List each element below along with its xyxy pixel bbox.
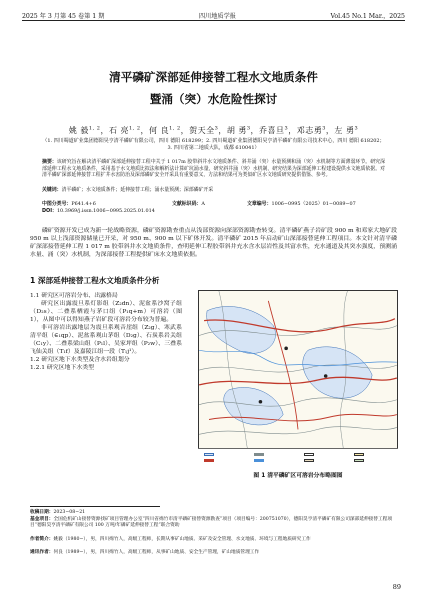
footnote-rule (30, 506, 160, 507)
author-name: 姚 毅 (68, 126, 89, 135)
subheading-1-2: 1.2 研究区地下水类型及含水岩组划分 (30, 357, 130, 363)
abstract-label: 摘要： (42, 159, 57, 165)
legend-swatch-formation (254, 453, 264, 456)
affiliations: （1. 四川蜀道矿业集团德阳昊亨清平磷矿有限公司，四川 德阳 618299；2. 四川蜀道矿业集团德阳昊亨清平磷矿有限公司技术中心，四川 德阳 618202；3. 四川省第二地质大队，成都 610041） (42, 138, 385, 151)
footnote-author (30, 537, 397, 543)
paragraph-soluble-rock: 研究区出露震旦系灯影组（Z₂dn）、泥盆系沙窝子组（D₂s）、二叠系栖霞与茅口组（P₁q+m）可溶岩（图 1），从图中可以得知燕子岩矿段可溶岩分布较为普遍。 (30, 301, 182, 323)
doi-label: DOI： (42, 208, 57, 214)
legend-swatch-6 (304, 459, 314, 462)
fund-label: 基金项目： (30, 517, 54, 522)
abstract (42, 159, 385, 179)
author-affiliation-marker: 1, 2 (88, 125, 101, 132)
footnote-fund (30, 517, 397, 530)
corresponding-text: 何良（1989−），男，四川绵竹人，高级工程师，从事矿山地质、安全生产管理，矿山地质管理工作 (53, 550, 260, 555)
author-bio-label: 作者简介： (30, 537, 54, 542)
paper-title-line-1: 清平磷矿深部延伸接替工程水文地质条件 (109, 70, 318, 84)
author-name: 左 勇 (334, 126, 355, 135)
mine-point-3 (259, 400, 263, 404)
author-affiliation-marker: 3 (322, 125, 326, 132)
section-heading-1: 1 深部延伸接替工程水文地质条件分析 (30, 276, 160, 285)
legend-swatch-8 (354, 459, 364, 462)
author-affiliation-marker: 3 (214, 125, 219, 132)
left-column (30, 292, 182, 372)
geologic-map-figure (198, 290, 398, 465)
keywords (42, 187, 385, 194)
subheading-1-1: 1.1 研究区可溶岩分布、出露格局 (30, 293, 118, 299)
journal-volume: Vol.45 No.1 Mar.，2025 (330, 13, 405, 20)
map-legend (198, 448, 398, 465)
author-name: 胡 勇 (226, 126, 247, 135)
doi-line (42, 208, 385, 215)
received-date: 2023−08−21 (53, 510, 86, 515)
author-name: 邓志勇 (296, 126, 323, 135)
footnote-corresponding (30, 550, 397, 556)
journal-issue: 2025 年 3 月第 45 卷第 1 期 (22, 13, 105, 20)
paragraph-non-soluble-rock: 非可溶岩出露地层为震旦系观音崖组（Z₂g）、寒武系清平组（∈₁qp）、泥盆系观山茅组（D₂g）、石炭系岩关组（C₁y）、二叠系梁山组（P₁l）、吴家坪组（P₂w）、三叠系飞仙关组（T₁f）及嘉陵江组一段（T₁j¹）。 (30, 325, 182, 355)
intro-paragraph: 磷矿资源开发已成为新一轮战略资源，磷矿资源勘查重点从浅部资源向深部资源勘查转变。清平磷矿燕子岩矿段 900 m 和邓家大地矿段 950 m 以上浅部资源储量已开采，对 950 m、900 m 以下矿体开发。清平磷矿 2015 年启动矿山深部接替延伸工程项目。本文针对清平磷矿深部接替延伸工程 1 017 m 胶带斜井水文地质条件，查明延伸工程胶带斜井充水含水层岩性及其富水性，充水通道及其突水强度，预测涌水量、涌（突）水机制，为深部接替工程提供矿床水文地质依据。 (30, 228, 397, 259)
received-label: 收稿日期： (30, 510, 54, 515)
mine-point-2 (324, 374, 328, 378)
author-bio-text: 姚毅（1980−），男，四川绵竹人，高级工程师，长期从事矿山地质、采矿及安全管理、水文地质、环境与工程地质研究工作 (53, 537, 311, 542)
legend-swatch-karst (204, 453, 214, 456)
page-number: 89 (392, 583, 401, 591)
article-number-label: 文章编号： (247, 201, 272, 207)
header-rule (22, 20, 405, 21)
running-header (22, 6, 405, 20)
article-number-value: 1006−0995（2025）01−0089−07 (271, 201, 356, 207)
clc-value: P641.4+6 (71, 201, 96, 207)
author-affiliation-marker: 1, 2 (169, 125, 181, 132)
figure-caption: 图 1 清平磷矿区可溶岩分布略图图 (253, 473, 343, 479)
author-affiliation-marker: 3 (246, 125, 251, 132)
clc-label: 中图分类号： (42, 201, 72, 207)
corresponding-label: 通讯作者： (30, 550, 54, 555)
journal-name: 四川地质学报 (198, 13, 236, 20)
abstract-text: 该研究旨在解决清平磷矿深部延伸接替工程中关于 1 017m 胶带斜井水文地质条件、斜井涌（突）水量预测和涌（突）水机制等方面薄弱环节。研究深部延伸工程水文地质条件，采用基于水文地质比拟法和解析法计算矿坑涌水量，研究斜井涌（突）水机制，研究结果为深部延伸工程建设提供水文地质依据。对清平磷矿深部延伸接替工程扩井水害防治及深部磷矿安全开采具有重要意义，方法和结果可为类似矿区水文地质研究提供借鉴、参考。 (42, 159, 385, 179)
legend-swatch-5 (304, 453, 314, 456)
classification-line (42, 201, 385, 208)
keywords-label: 关键词： (42, 187, 62, 193)
author-list: 姚 毅$^{1, 2}$，石 亮$^{1, 2}$，何 良$^{1, 2}$，贺天全$^3$，胡 勇$^3$，乔喜旦$^3$，邓志勇$^3$，左 勇$^3$ (68, 125, 359, 135)
doc-code-value: A (201, 201, 205, 207)
legend-swatch-fault (204, 459, 214, 462)
author-affiliation-marker: 1, 2 (128, 125, 141, 132)
author-name: 石 亮 (108, 126, 129, 135)
legend-swatch-river (254, 459, 264, 462)
author-name: 乔喜旦 (259, 126, 285, 135)
paper-title-line-2: 暨涌（突）水危险性探讨 (149, 92, 278, 106)
geologic-map (199, 291, 397, 464)
fund-text: 全国危机矿山接替资源找矿项目管理办公室“四川省绵竹市清平磷矿接替资源勘查”项目（项目编号：200751070），德阳昊亨清平磷矿有限公司深部延伸接替工程项目“德阳昊亨清平磷矿有限公司 100 万吨/年磷矿延伸接替工程”联合资助 (30, 517, 393, 529)
doi-value[interactable]: 10.3969/j.issn.1006−0995.2025.01.014 (56, 208, 155, 214)
legend-swatch-7 (354, 453, 364, 456)
author-affiliation-marker: 3 (284, 125, 289, 132)
keywords-text: 清平磷矿；水文地质条件；延伸接替工程；涌水量预测；深部磷矿开采 (61, 187, 214, 193)
author-affiliation-marker: 3 (354, 125, 359, 132)
author-name: 何 良 (149, 126, 170, 135)
author-name: 贺天全 (189, 126, 215, 135)
footnote-received (30, 510, 397, 516)
subheading-1-2-1: 1.2.1 研究区地下水类型 (30, 365, 94, 371)
doc-code-label: 文献标识码： (172, 201, 202, 207)
mine-point-1 (284, 347, 288, 351)
